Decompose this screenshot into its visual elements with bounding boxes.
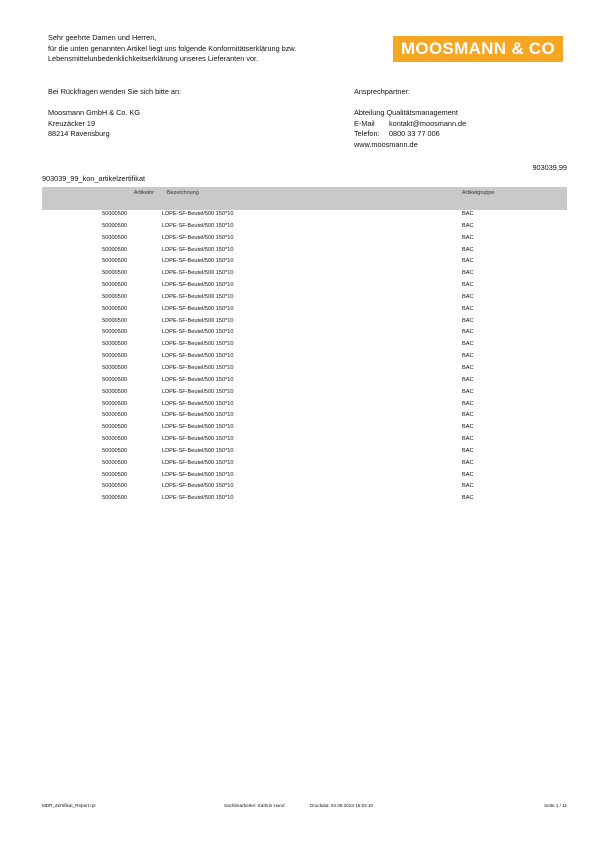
cell-artikelgruppe: BAC: [462, 222, 474, 229]
table-header: [42, 187, 567, 210]
cell-artikelnr: 50000500: [102, 305, 127, 312]
email-value[interactable]: kontakt@moosmann.de: [389, 118, 467, 128]
cell-artikelgruppe: BAC: [462, 270, 474, 277]
table-row: [42, 269, 567, 281]
phone-label: Telefon:: [354, 129, 380, 138]
city: 88214 Ravensburg: [48, 129, 110, 138]
cell-bezeichnung: LDPE-SF-Beutel/500 150*10: [162, 305, 234, 312]
cell-artikelnr: 50000500: [102, 471, 127, 478]
cell-artikelgruppe: BAC: [462, 329, 474, 336]
table-row: [42, 281, 567, 293]
cell-artikelgruppe: BAC: [462, 471, 474, 478]
phone-value: 0800 33 77 006: [389, 129, 440, 138]
table-row: [42, 494, 567, 506]
table-row: [42, 376, 567, 388]
cell-bezeichnung: LDPE-SF-Beutel/500 150*10: [162, 459, 234, 466]
table-row: [42, 328, 567, 340]
cell-artikelnr: 50000500: [102, 364, 127, 371]
document-name: 903039_99_kon_artikelzertifikat: [42, 174, 146, 183]
cell-artikelgruppe: BAC: [462, 258, 474, 265]
cell-artikelgruppe: BAC: [462, 246, 474, 253]
cell-artikelnr: 50000500: [102, 400, 127, 407]
cell-bezeichnung: LDPE-SF-Beutel/500 150*10: [162, 234, 234, 241]
table-row: [42, 257, 567, 269]
phone-row: [354, 129, 466, 140]
cell-bezeichnung: LDPE-SF-Beutel/500 150*10: [162, 211, 234, 217]
table-row: [42, 388, 567, 400]
cell-artikelnr: 50000500: [102, 234, 127, 241]
cell-artikelnr: 50000500: [102, 376, 127, 383]
cell-artikelnr: 50000500: [102, 329, 127, 336]
cell-artikelgruppe: BAC: [462, 447, 474, 454]
cell-bezeichnung: LDPE-SF-Beutel/500 150*10: [162, 258, 234, 265]
table-row: [42, 447, 567, 459]
table-row: [42, 305, 567, 317]
cell-bezeichnung: LDPE-SF-Beutel/500 150*10: [162, 483, 234, 490]
cell-artikelnr: 50000500: [102, 222, 127, 229]
cell-artikelgruppe: BAC: [462, 282, 474, 289]
table-row: [42, 317, 567, 329]
cell-artikelnr: 50000500: [102, 447, 127, 454]
column-header-bezeichnung: Bezeichnung: [167, 190, 199, 196]
table-row: [42, 423, 567, 435]
cell-artikelnr: 50000500: [102, 459, 127, 466]
cell-artikelgruppe: BAC: [462, 400, 474, 407]
cell-artikelgruppe: BAC: [462, 364, 474, 371]
cell-artikelnr: 50000500: [102, 293, 127, 300]
cell-artikelnr: 50000500: [102, 258, 127, 265]
intro-text: [48, 33, 296, 65]
cell-artikelgruppe: BAC: [462, 293, 474, 300]
street: Kreuzäcker 19: [48, 118, 96, 128]
company-logo: MOOSMANN & CO: [393, 36, 563, 62]
cell-bezeichnung: LDPE-SF-Beutel/500 150*10: [162, 376, 234, 383]
company-name: Moosmann GmbH & Co. KG: [48, 108, 141, 117]
right-contact-block: [354, 87, 466, 150]
cell-artikelgruppe: BAC: [462, 483, 474, 490]
intro-line: Sehr geehrte Damen und Herren,: [48, 33, 157, 42]
table-row: [42, 352, 567, 364]
table-row: [42, 293, 567, 305]
contact-heading: Ansprechpartner:: [354, 87, 410, 96]
cell-bezeichnung: LDPE-SF-Beutel/500 150*10: [162, 447, 234, 454]
cell-bezeichnung: LDPE-SF-Beutel/500 150*10: [162, 270, 234, 277]
table-row: [42, 364, 567, 376]
cell-artikelnr: 50000500: [102, 483, 127, 490]
table-row: [42, 471, 567, 483]
cell-artikelnr: 50000500: [102, 341, 127, 348]
footer-editor: Sachbearbeiter: Kathrin Hund: [224, 803, 285, 808]
cell-bezeichnung: LDPE-SF-Beutel/500 150*10: [162, 222, 234, 229]
table-row: [42, 234, 567, 246]
table-row: [42, 459, 567, 471]
column-header-artikelgruppe: Artikelgruppe: [462, 190, 495, 196]
cell-artikelnr: 50000500: [102, 246, 127, 253]
email-row: [354, 119, 466, 130]
cell-bezeichnung: LDPE-SF-Beutel/500 150*10: [162, 329, 234, 336]
cell-bezeichnung: LDPE-SF-Beutel/500 150*10: [162, 471, 234, 478]
cell-artikelnr: 50000500: [102, 317, 127, 324]
cell-bezeichnung: LDPE-SF-Beutel/500 150*10: [162, 293, 234, 300]
cell-artikelgruppe: BAC: [462, 495, 474, 502]
cell-artikelnr: 50000500: [102, 495, 127, 502]
table-row: [42, 222, 567, 234]
table-row: [42, 411, 567, 423]
cell-artikelnr: 50000500: [102, 424, 127, 431]
cell-bezeichnung: LDPE-SF-Beutel/500 150*10: [162, 400, 234, 407]
cell-bezeichnung: LDPE-SF-Beutel/500 150*10: [162, 353, 234, 360]
document-number: 903039,99: [532, 163, 567, 172]
cell-bezeichnung: LDPE-SF-Beutel/500 150*10: [162, 317, 234, 324]
table-row: [42, 482, 567, 494]
website-link[interactable]: www.moosmann.de: [354, 139, 418, 149]
cell-bezeichnung: LDPE-SF-Beutel/500 150*10: [162, 436, 234, 443]
table-row: [42, 246, 567, 258]
cell-artikelnr: 50000500: [102, 211, 127, 217]
table-row: [42, 400, 567, 412]
cell-artikelgruppe: BAC: [462, 388, 474, 395]
column-header-artikelnr: Artikelnr: [133, 190, 154, 196]
cell-bezeichnung: LDPE-SF-Beutel/500 150*10: [162, 341, 234, 348]
department: Abteilung Qualitätsmanagement: [354, 108, 458, 117]
cell-artikelgruppe: BAC: [462, 341, 474, 348]
cell-artikelgruppe: BAC: [462, 305, 474, 312]
table-body: [42, 210, 567, 506]
left-contact-block: [48, 87, 181, 140]
spacer: [354, 98, 466, 109]
cell-artikelgruppe: BAC: [462, 376, 474, 383]
table-row: [42, 210, 567, 222]
cell-artikelnr: 50000500: [102, 353, 127, 360]
contact-line: Bei Rückfragen wenden Sie sich bitte an:: [48, 87, 182, 96]
cell-artikelgruppe: BAC: [462, 459, 474, 466]
footer-print-date: Druckdat: 04.09.2023 15:03:10: [310, 803, 374, 808]
cell-bezeichnung: LDPE-SF-Beutel/500 150*10: [162, 412, 234, 419]
footer-report-name: MDR_Zertifikat_Report.rpt: [42, 803, 96, 808]
cell-bezeichnung: LDPE-SF-Beutel/500 150*10: [162, 246, 234, 253]
cell-bezeichnung: LDPE-SF-Beutel/500 150*10: [162, 424, 234, 431]
cell-artikelgruppe: BAC: [462, 234, 474, 241]
cell-artikelnr: 50000500: [102, 270, 127, 277]
cell-artikelgruppe: BAC: [462, 412, 474, 419]
cell-bezeichnung: LDPE-SF-Beutel/500 150*10: [162, 364, 234, 371]
footer-page-number: Seite 1 / 11: [544, 803, 567, 808]
cell-artikelgruppe: BAC: [462, 436, 474, 443]
cell-artikelnr: 50000500: [102, 412, 127, 419]
cell-artikelgruppe: BAC: [462, 424, 474, 431]
table-row: [42, 340, 567, 352]
cell-artikelgruppe: BAC: [462, 317, 474, 324]
intro-line: für die unten genannten Artikel liegt uns folgende Konformitätserklärung bzw.: [48, 43, 297, 53]
intro-line: Lebensmittelunbedenklichkeitserklärung unseres Lieferanten vor.: [48, 54, 259, 63]
email-label: E-Mail: [354, 118, 375, 128]
cell-artikelnr: 50000500: [102, 388, 127, 395]
cell-artikelnr: 50000500: [102, 282, 127, 289]
cell-bezeichnung: LDPE-SF-Beutel/500 150*10: [162, 495, 234, 502]
cell-artikelnr: 50000500: [102, 436, 127, 443]
cell-artikelgruppe: BAC: [462, 353, 474, 360]
cell-bezeichnung: LDPE-SF-Beutel/500 150*10: [162, 388, 234, 395]
table-row: [42, 435, 567, 447]
spacer: [48, 98, 181, 109]
cell-bezeichnung: LDPE-SF-Beutel/500 150*10: [162, 282, 234, 289]
cell-artikelgruppe: BAC: [462, 211, 474, 217]
